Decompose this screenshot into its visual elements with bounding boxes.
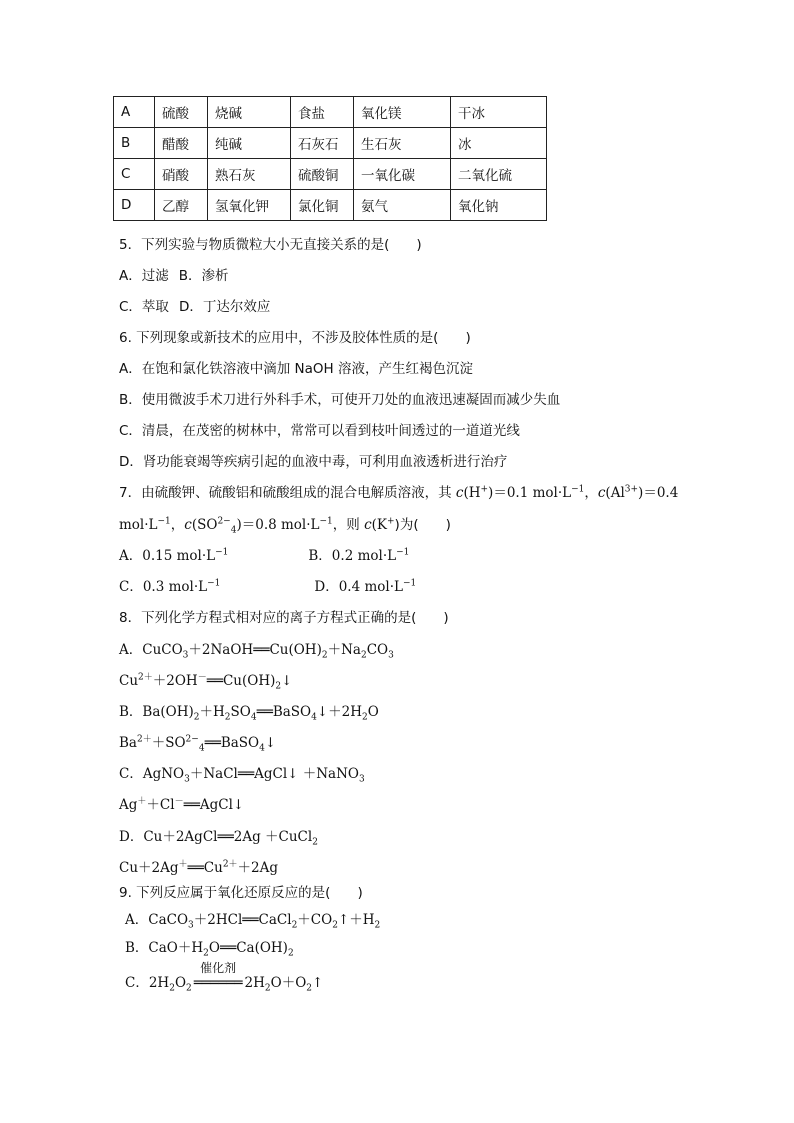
- q5-option-b: B．渗析: [178, 268, 229, 284]
- q8-option-d-ionic: $Cu+2Ag^+══Cu^{2+}+2Ag$: [119, 859, 279, 876]
- q9-option-c: C．$2H_2O_2$ 催化剂 ══════ $2H_2O+O_2↑$: [125, 961, 324, 994]
- q7-stem-line1: 7．由硫酸钾、硫酸铝和硫酸组成的混合电解质溶液，其 c(H+)＝0.1 $mol\cdot L^{-1}$，$c(Al^{3+})=0.4$: [119, 484, 679, 501]
- q6-option-b: B．使用微波手术刀进行外科手术，可使开刀处的血液迅速凝固而减少失血: [119, 392, 561, 408]
- table-cell: 乙醇: [155, 190, 208, 221]
- table-cell: 烧碱: [208, 97, 291, 128]
- q7-option-d: D．0.4 $mol\cdot L^{-1}$: [314, 578, 417, 595]
- table-cell: 硝酸: [155, 159, 208, 190]
- q6-option-d: D．肾功能衰竭等疾病引起的血液中毒，可利用血液透析进行治疗: [119, 454, 508, 470]
- q8-option-d-equation: D．Cu＋2AgCl══2Ag ＋CuCl$_2$: [119, 829, 318, 848]
- q8-option-c-equation: C．AgNO$_3$＋NaCl══AgCl↓ ＋NaNO$_3$: [119, 766, 365, 785]
- table-row: [114, 128, 547, 159]
- q5-option-d: D．丁达尔效应: [178, 299, 271, 315]
- table-row: [114, 190, 547, 221]
- catalyst-condition: 催化剂 ══════: [193, 961, 243, 991]
- q8-option-a-ionic: $Cu^{2+}+2OH^-══Cu(OH)_2↓$: [119, 672, 293, 692]
- q7-options-cd: [119, 575, 416, 595]
- table-cell: D: [114, 190, 155, 221]
- table-cell: 干冰: [451, 97, 547, 128]
- q5-option-c: C．萃取: [119, 299, 169, 315]
- q6-stem: 6. 下列现象或新技术的应用中，不涉及胶体性质的是( ): [119, 330, 471, 346]
- table-cell: 熟石灰: [208, 159, 291, 190]
- q6-option-c: C．清晨，在茂密的树林中，常常可以看到枝叶间透过的一道道光线: [119, 423, 520, 439]
- q7-option-a: A．0.15 $mol\cdot L^{-1}$: [119, 547, 229, 564]
- table-cell: 生石灰: [354, 128, 451, 159]
- q5-option-a: A．过滤: [119, 268, 169, 284]
- q5-options-cd: [119, 295, 270, 315]
- table-cell: 一氧化碳: [354, 159, 451, 190]
- table-cell: 冰: [451, 128, 547, 159]
- table-cell: B: [114, 128, 155, 159]
- table-cell: C: [114, 159, 155, 190]
- q5-options-ab: [119, 264, 229, 284]
- q7-option-b: B．0.2 $mol\cdot L^{-1}$: [308, 547, 410, 564]
- q5-stem: 5．下列实验与物质微粒大小无直接关系的是( ): [119, 237, 422, 253]
- table-cell: A: [114, 97, 155, 128]
- table-cell: 醋酸: [155, 128, 208, 159]
- q7-option-c: C．0.3 $mol\cdot L^{-1}$: [119, 578, 221, 595]
- table-cell: 氧化镁: [354, 97, 451, 128]
- table-cell: 食盐: [291, 97, 354, 128]
- substance-classification-table: [113, 96, 547, 221]
- q9-option-b: B．$CaO+H_2O══Ca(OH)_2$: [125, 940, 294, 959]
- q8-stem: 8．下列化学方程式相对应的离子方程式正确的是( ): [119, 610, 449, 626]
- table-cell: 石灰石: [291, 128, 354, 159]
- table-cell: 氨气: [354, 190, 451, 221]
- table-cell: 氧化钠: [451, 190, 547, 221]
- table-row: [114, 97, 547, 128]
- q8-option-c-ionic: Ag＋＋Cl－══AgCl↓: [119, 796, 245, 813]
- q9-stem: 9. 下列反应属于氧化还原反应的是( ): [119, 885, 363, 901]
- table-cell: 氢氧化钾: [208, 190, 291, 221]
- table-cell: 氯化铜: [291, 190, 354, 221]
- q8-option-b-equation: B．$Ba(OH)_2+H_2SO_4══BaSO_4↓+2H_2O$: [119, 704, 379, 723]
- table-row: [114, 159, 547, 190]
- table-cell: 硫酸铜: [291, 159, 354, 190]
- q8-option-b-ionic: $Ba^{2+}+SO^{2-}_4══BaSO_4↓$: [119, 734, 277, 754]
- table-cell: 二氧化硫: [451, 159, 547, 190]
- table-cell: 硫酸: [155, 97, 208, 128]
- q9-option-a: A．$CaCO_3+2HCl══CaCl_2+CO_2↑+H_2$: [125, 912, 381, 931]
- q7-options-ab: [119, 544, 409, 564]
- table-cell: 纯碱: [208, 128, 291, 159]
- q7-stem-line2: $mol\cdot L^{-1}$，$c(SO^{2-}_4)=0.8$ $mol\cdot L^{-1}$，则 c(K+)为( ): [119, 516, 451, 536]
- q6-option-a: A．在饱和氯化铁溶液中滴加 NaOH 溶液，产生红褐色沉淀: [119, 361, 473, 377]
- q8-option-a-equation: A．$CuCO_3+2NaOH══Cu(OH)_2+Na_2CO_3$: [119, 642, 394, 661]
